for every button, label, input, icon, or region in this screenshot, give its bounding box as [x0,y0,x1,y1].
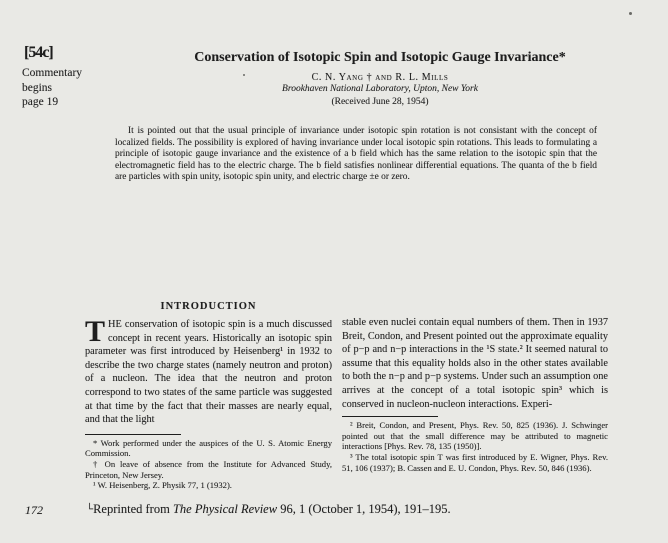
commentary-line: page 19 [22,96,59,108]
reprint-suffix: 96, 1 (October 1, 1954), 191–195. [277,502,451,516]
reprint-prefix: Reprinted from [93,502,173,516]
authors-line: C. N. Yang † and R. L. Mills [311,72,449,83]
paper-header [100,50,660,107]
page-number: 172 [25,503,43,517]
footnote-2: ² Breit, Condon, and Present, Phys. Rev. 50, 825 (1936). J. Schwinger pointed out that the small difference may be attributed to magnetic interactions [Phys. Rev. 78, 135 (1950)]. [342,420,608,452]
paper-title: Conservation of Isotopic Spin and Isotopic Gauge Invariance* [194,50,566,65]
commentary-note [22,66,82,110]
footnote-1: ¹ W. Heisenberg, Z. Physik 77, 1 (1932). [93,480,232,491]
footnote-star: * Work performed under the auspices of the U. S. Atomic Energy Commission. [85,437,332,459]
left-column-text: HE conservation of isotopic spin is a much discussed concept in recent years. Historically an isotopic spin parameter was first introduced by Heisenberg¹ in 1932 to describe the two charge states (namely neutron and proton) of a nucleon. The idea that the neutron and proton correspond to two states of the same particle was suggested at that time by the fact that their masses are nearly equal, and that the light [85,319,332,426]
footnote-3: ³ The total isotopic spin T was first introduced by E. Wigner, Phys. Rev. 51, 106 (1937); B. Cassen and E. U. Condon, Phys. Rev. 50, 846 (1936). [342,451,608,473]
received-date-line: (Received June 28, 1954) [331,97,429,107]
right-column [342,316,608,473]
drop-cap: T [85,315,106,348]
commentary-line: Commentary [22,67,83,79]
introduction-heading: INTRODUCTION [160,301,257,312]
scan-speck [629,12,632,15]
reprint-credit-line [86,502,451,517]
commentary-line: begins [22,81,53,94]
footnote-dagger: † On leave of absence from the Institute for Advanced Study, Princeton, New Jersey. [85,458,332,480]
right-column-text: stable even nuclei contain equal numbers of them. Then in 1937 Breit, Condon, and Present pointed out the approximate equality of p−p and n−p interactions in the ¹S state.² It seemed natural to assume that this equality holds also in the other states available to both the n−p and p−p systems. Under such an assumption one arrives at the concept of a total isotopic spin³ which is conserved in nucleon-nucleon interactions. Experi- [342,317,608,410]
footnote-rule [85,434,181,435]
left-column-paragraph [85,315,332,427]
affiliation-line: Brookhaven National Laboratory, Upton, New York [282,84,478,94]
left-column [85,315,332,491]
item-marker: [54c] [24,44,53,61]
journal-name: The Physical Review [172,502,278,516]
abstract-text: It is pointed out that the usual principle of invariance under isotopic spin rotation is not consistant with the concept of localized fields. The possibility is explored of having invariance under local isotopic spin rotations. This leads to formulating a principle of isotopic gauge invariance and the existence of a b field which has the same relation to the isotopic spin that the electromagnetic field has to the electric charge. The b field satisfies nonlinear differential equations. The quanta of the b field are particles with spin unity, isotopic spin unity, and electric charge ±e or zero. [115,126,597,183]
reprint-corner-mark: └ [86,504,94,515]
footnote-rule [342,416,438,417]
